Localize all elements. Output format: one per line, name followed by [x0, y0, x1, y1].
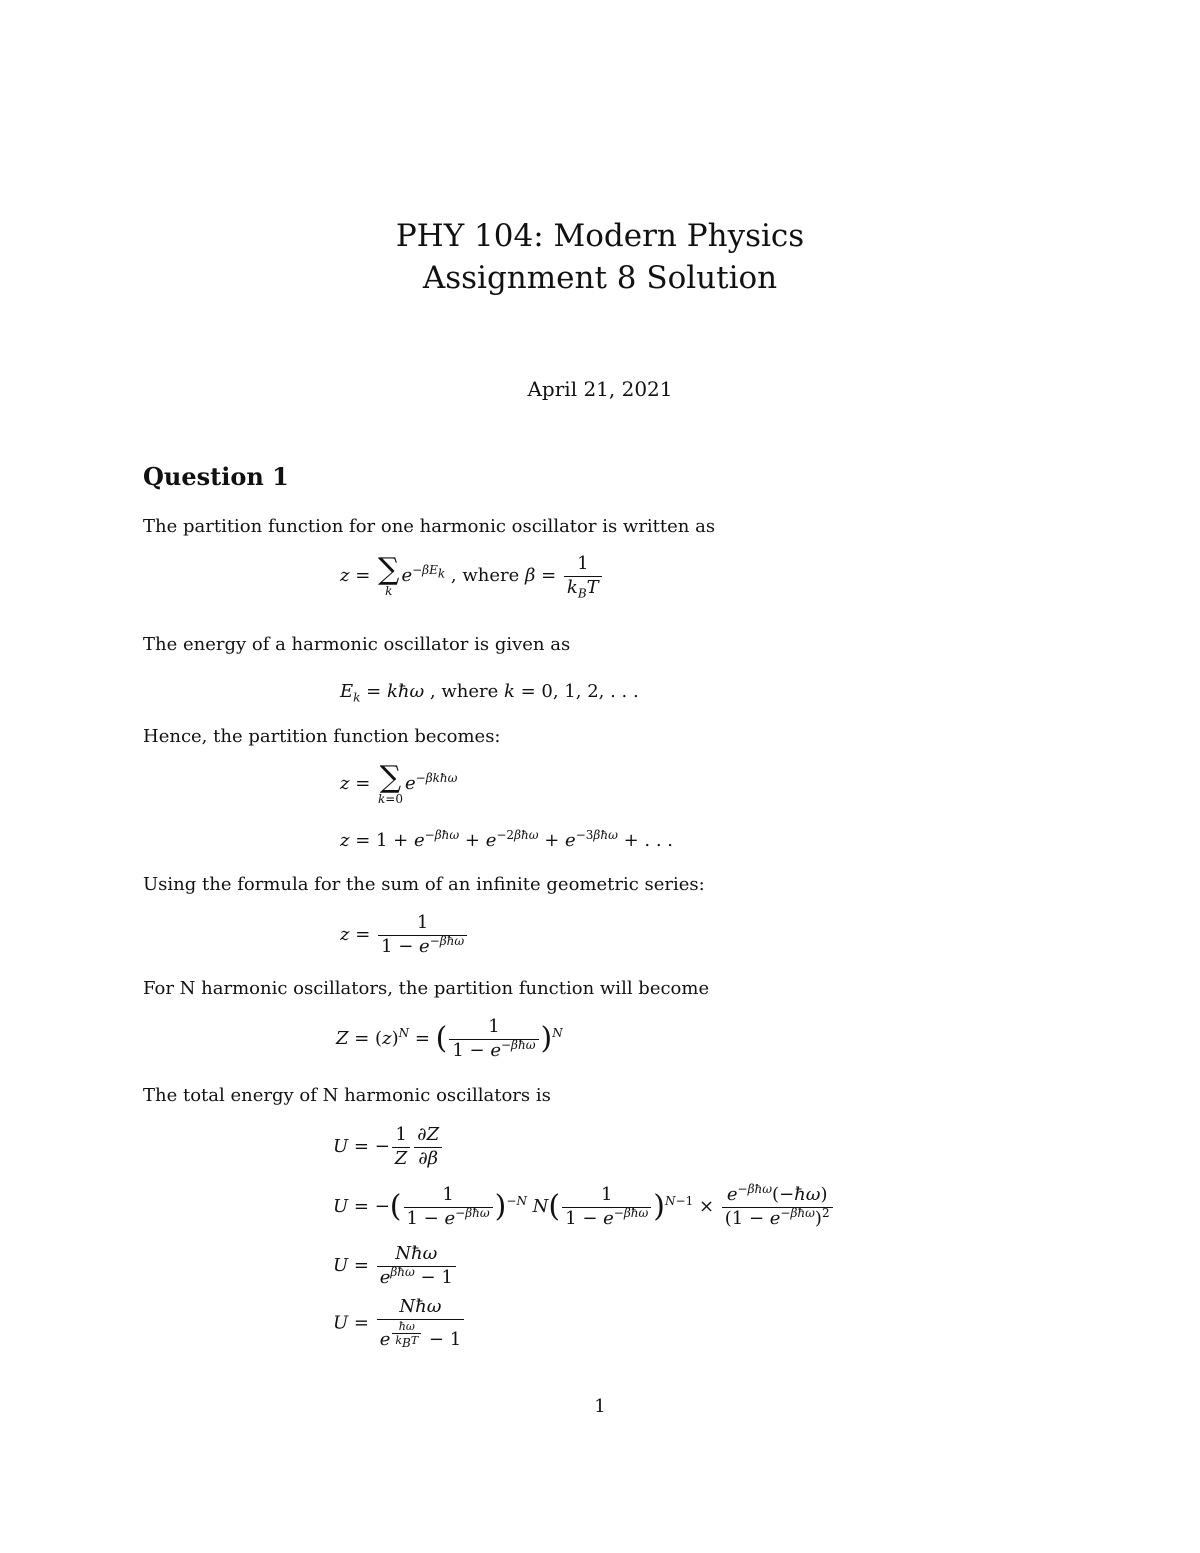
equation-energy-final: U = Nħω e $^{\frac{ħ\omega}{k_BT}}$ − 1 — [333, 1296, 466, 1351]
equation-energy-expanded: U = −( $\frac{1}{1 - e^{-\beta ħ\omega}}$ )$^{-N}$ N( $\frac{1}{1 - e^{-\beta ħ\omega}}$ )$^{N-1}$ × $\frac{e^{-\beta ħ\omega}(-ħ\omega)}{(1 - e^{-\beta ħ\omega})^2}$ — [333, 1184, 835, 1230]
paragraph-partition-becomes: Hence, the partition function becomes: — [143, 726, 501, 747]
paragraph-n-oscillators: For N harmonic oscillators, the partition function will become — [143, 978, 710, 999]
equation-total-partition: $Z = (z)^N$ = ( $\frac{1}{1 - e^{-\beta ħ\omega}}$ )$^N$ — [336, 1016, 563, 1061]
page-number: 1 — [594, 1396, 606, 1417]
equation-energy-simplified: U = $\frac{\text{Nħω}}{e^{\beta ħ\omega} - 1}$ — [333, 1243, 458, 1289]
equation-energy-derivative: U = − $\frac{1}{Z}$ $\frac{\partial Z}{\partial\beta}$ — [333, 1124, 444, 1170]
where-text-1: , where — [450, 565, 520, 586]
document-title-line2: Assignment 8 Solution — [422, 260, 778, 296]
question-heading: Question 1 — [143, 462, 289, 491]
equation-partition-sum: z = ∑ k=0 $e^{-\beta kħ\omega}$ — [340, 760, 458, 806]
paragraph-partition-intro: The partition function for one harmonic oscillator is written as — [143, 516, 716, 537]
equation-single-partition: z = ∑ k $e^{-\beta E_k}$ , where β = $\frac{1}{k_BT}$ — [340, 553, 604, 599]
where-text-2: , where — [429, 681, 499, 702]
document-date: April 21, 2021 — [527, 377, 673, 401]
paragraph-energy-intro: The energy of a harmonic oscillator is given as — [143, 634, 571, 655]
document-title-line1: PHY 104: Modern Physics — [395, 218, 805, 254]
equation-partition-closed-form: z = $\frac{1}{1 - e^{-\beta ħ\omega}}$ — [340, 912, 469, 958]
equation-partition-expanded: $z = 1 + e^{-\beta ħ\omega} + e^{-2\beta ħ\omega} + e^{-3\beta ħ\omega}$ + . . . — [340, 828, 673, 851]
equation-energy-levels: $E_k$ = kħω , where k = 0, 1, 2, . . . — [340, 681, 639, 705]
paragraph-total-energy: The total energy of N harmonic oscillators is — [143, 1085, 551, 1106]
paragraph-geometric-series: Using the formula for the sum of an infinite geometric series: — [143, 874, 705, 895]
